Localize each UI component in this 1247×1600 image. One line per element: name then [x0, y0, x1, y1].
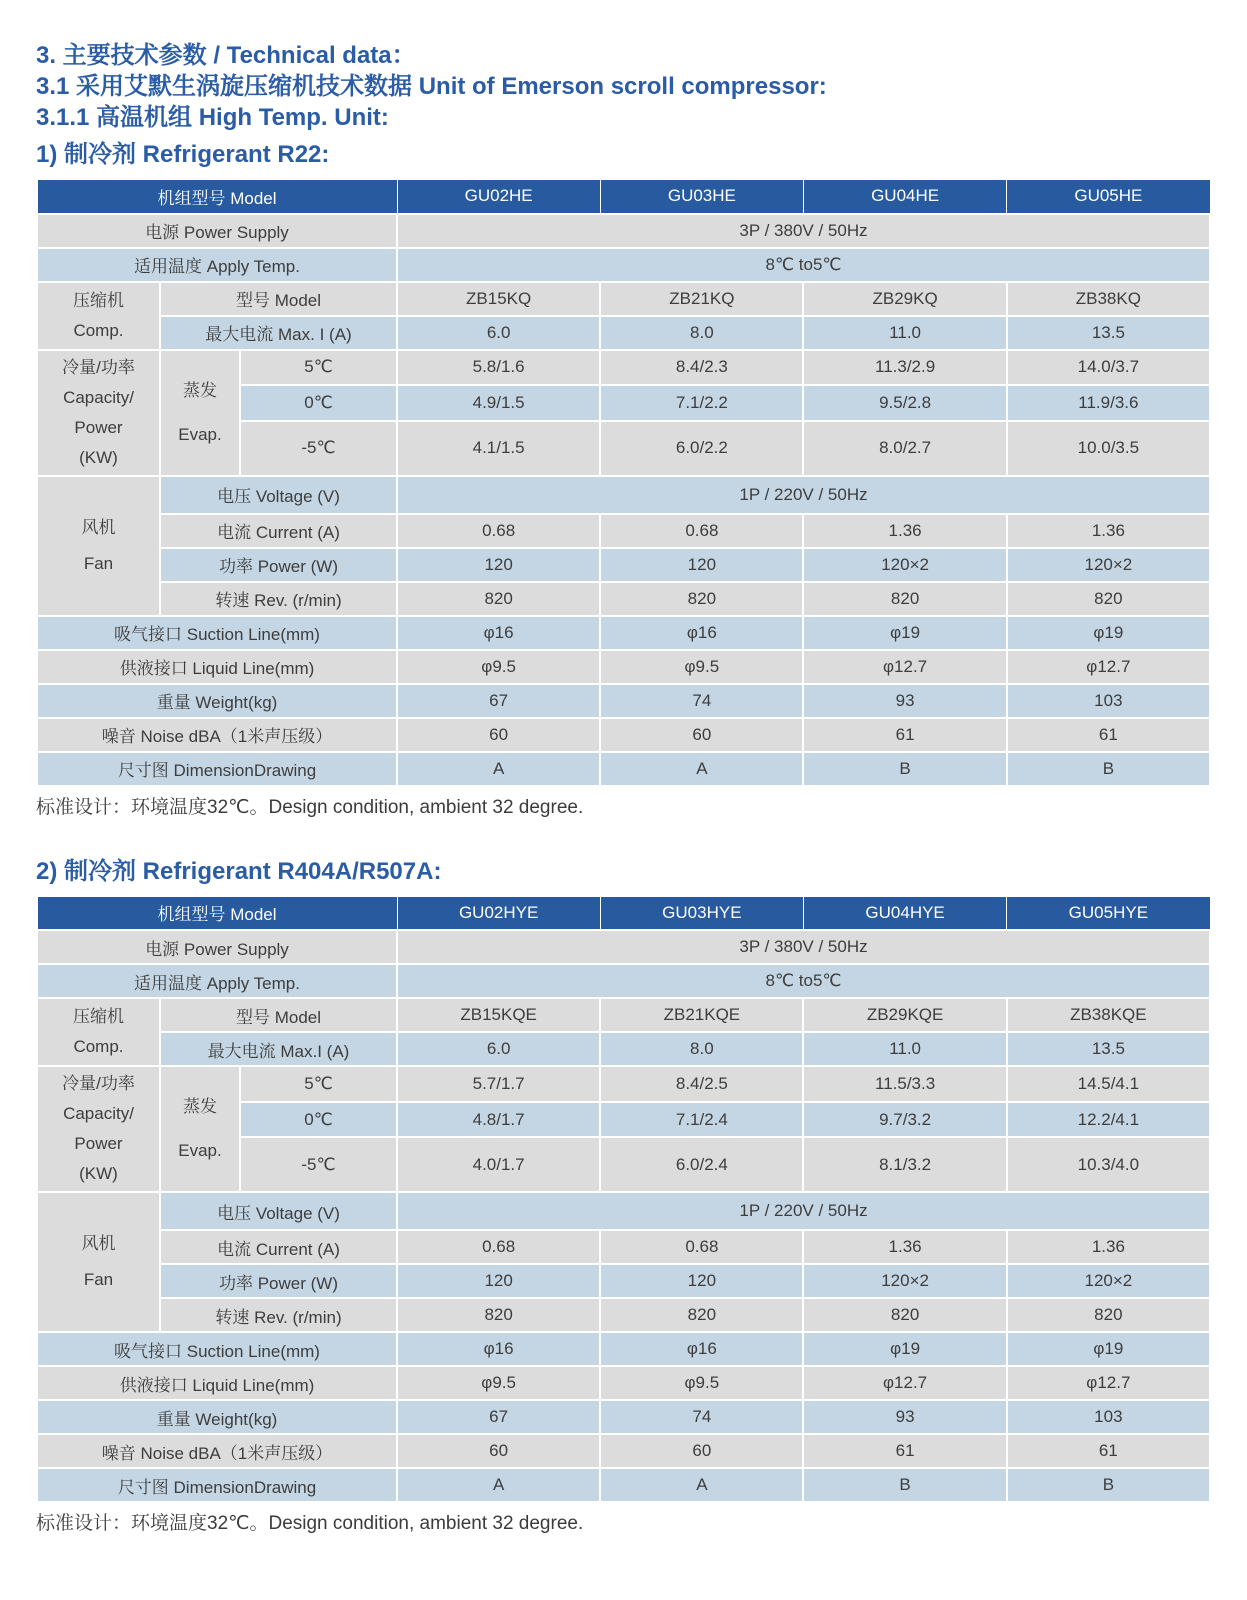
model-name-cell: GU02HYE — [397, 896, 600, 930]
drawing-value-cell: A — [397, 752, 600, 786]
drawing-value-cell: B — [803, 752, 1006, 786]
fan-power-value-cell: 120 — [600, 1264, 803, 1298]
row-models — [37, 896, 1210, 930]
evap-temp-cell: 5℃ — [240, 350, 397, 386]
capacity-value-cell: 4.8/1.7 — [397, 1102, 600, 1138]
capacity-value-cell: 11.5/3.3 — [803, 1066, 1006, 1102]
fan-group-cell — [37, 1192, 160, 1332]
row-fan-rev — [37, 1298, 1210, 1332]
weight-value-cell: 103 — [1007, 684, 1210, 718]
drawing-value-cell: A — [600, 1468, 803, 1502]
liquid-value-cell: φ9.5 — [397, 650, 600, 684]
comp-model-label-cell: 型号 Model — [160, 998, 397, 1032]
row-evap-5c — [37, 1066, 1210, 1102]
evap-temp-cell: 5℃ — [240, 1066, 397, 1102]
comp-model-value-cell: ZB29KQ — [803, 282, 1006, 316]
row-fan-power — [37, 1264, 1210, 1298]
spec-sections — [36, 139, 1211, 1536]
row-dimension-drawing — [37, 752, 1210, 786]
fan-current-value-cell: 0.68 — [397, 1230, 600, 1264]
noise-value-cell: 61 — [803, 718, 1006, 752]
max-current-value-cell: 13.5 — [1007, 316, 1210, 350]
row-weight — [37, 684, 1210, 718]
section-title: 1) 制冷剂 Refrigerant R22: — [36, 141, 330, 168]
fan-rev-value-cell: 820 — [803, 582, 1006, 616]
apply-temp-value-cell: 8℃ to5℃ — [397, 248, 1210, 282]
row-fan-rev — [37, 582, 1210, 616]
drawing-value-cell: A — [397, 1468, 600, 1502]
capacity-value-cell: 14.5/4.1 — [1007, 1066, 1210, 1102]
design-note: 标准设计：环境温度32℃。Design condition, ambient 32 degree. — [36, 796, 584, 818]
models-label-cell: 机组型号 Model — [37, 180, 397, 214]
capacity-value-cell: 11.9/3.6 — [1007, 385, 1210, 421]
suction-label-cell: 吸气接口 Suction Line(mm) — [37, 616, 397, 650]
suction-value-cell: φ19 — [803, 1332, 1006, 1366]
capacity-value-cell: 11.3/2.9 — [803, 350, 1006, 386]
evap-group-cell — [160, 350, 240, 476]
row-fan-voltage — [37, 1192, 1210, 1230]
drawing-value-cell: A — [600, 752, 803, 786]
noise-value-cell: 61 — [1007, 718, 1210, 752]
evap-temp-cell: -5℃ — [240, 421, 397, 476]
fan-power-label-cell: 功率 Power (W) — [160, 1264, 397, 1298]
row-comp-model — [37, 282, 1210, 316]
comp-model-value-cell: ZB29KQE — [803, 998, 1006, 1032]
fan-group-line: Fan — [83, 553, 114, 573]
fan-power-value-cell: 120 — [397, 1264, 600, 1298]
capacity-group-line: (KW) — [79, 1164, 118, 1183]
liquid-value-cell: φ12.7 — [803, 650, 1006, 684]
drawing-label-cell: 尺寸图 DimensionDrawing — [37, 1468, 397, 1502]
capacity-value-cell: 9.7/3.2 — [803, 1102, 1006, 1138]
liquid-value-cell: φ9.5 — [600, 1366, 803, 1400]
evap-group-line: Evap. — [178, 1141, 222, 1160]
comp-group-line: Comp. — [73, 1037, 124, 1056]
capacity-value-cell: 8.0/2.7 — [803, 421, 1006, 476]
row-noise — [37, 718, 1210, 752]
fan-power-label-cell: 功率 Power (W) — [160, 548, 397, 582]
fan-rev-value-cell: 820 — [397, 1298, 600, 1332]
design-note: 标准设计：环境温度32℃。Design condition, ambient 32 degree. — [36, 1513, 584, 1534]
noise-label-cell: 噪音 Noise dBA（1米声压级） — [37, 1434, 397, 1468]
comp-model-value-cell: ZB38KQE — [1007, 998, 1210, 1032]
row-fan-current — [37, 514, 1210, 548]
fan-current-value-cell: 0.68 — [397, 514, 600, 548]
liquid-value-cell: φ9.5 — [600, 650, 803, 684]
evap-group-line: 蒸发 — [183, 380, 217, 400]
comp-group-line: 压缩机 — [73, 290, 124, 310]
fan-current-value-cell: 0.68 — [600, 514, 803, 548]
capacity-group-cell — [37, 1066, 160, 1192]
suction-value-cell: φ19 — [1007, 1332, 1210, 1366]
comp-group-cell — [37, 998, 160, 1066]
suction-value-cell: φ16 — [397, 616, 600, 650]
max-current-value-cell: 11.0 — [803, 1032, 1006, 1066]
max-current-value-cell: 6.0 — [397, 316, 600, 350]
model-name-cell: GU04HYE — [803, 896, 1006, 930]
model-name-cell: GU04HE — [803, 180, 1006, 214]
section-title: 2) 制冷剂 Refrigerant R404A/R507A: — [36, 857, 442, 885]
liquid-value-cell: φ12.7 — [1007, 650, 1210, 684]
noise-label-cell: 噪音 Noise dBA（1米声压级） — [37, 718, 397, 752]
fan-current-label-cell: 电流 Current (A) — [160, 1230, 397, 1264]
fan-rev-label-cell: 转速 Rev. (r/min) — [160, 1298, 397, 1332]
capacity-value-cell: 9.5/2.8 — [803, 385, 1006, 421]
spec-section — [36, 139, 1211, 820]
fan-power-value-cell: 120 — [600, 548, 803, 582]
row-comp-model — [37, 998, 1210, 1032]
row-power-supply — [37, 930, 1210, 964]
fan-power-value-cell: 120×2 — [1007, 1264, 1210, 1298]
capacity-value-cell: 12.2/4.1 — [1007, 1102, 1210, 1138]
row-weight — [37, 1400, 1210, 1434]
fan-power-value-cell: 120×2 — [803, 548, 1006, 582]
capacity-group-cell — [37, 350, 160, 476]
fan-current-label-cell: 电流 Current (A) — [160, 514, 397, 548]
capacity-value-cell: 14.0/3.7 — [1007, 350, 1210, 386]
max-current-label-cell: 最大电流 Max. I (A) — [160, 316, 397, 350]
capacity-group-line: Power — [74, 1134, 123, 1153]
row-liquid-line — [37, 650, 1210, 684]
power-supply-label-cell: 电源 Power Supply — [37, 930, 397, 964]
row-suction-line — [37, 616, 1210, 650]
model-name-cell: GU03HYE — [600, 896, 803, 930]
capacity-group-line: (KW) — [79, 447, 118, 467]
capacity-value-cell: 8.4/2.5 — [600, 1066, 803, 1102]
apply-temp-label-cell: 适用温度 Apply Temp. — [37, 248, 397, 282]
fan-rev-value-cell: 820 — [803, 1298, 1006, 1332]
fan-group-cell — [37, 476, 160, 616]
fan-current-value-cell: 1.36 — [803, 1230, 1006, 1264]
capacity-group-line: Capacity/ — [63, 387, 134, 407]
fan-current-value-cell: 1.36 — [1007, 514, 1210, 548]
fan-group-line: Fan — [83, 1270, 114, 1289]
liquid-label-cell: 供液接口 Liquid Line(mm) — [37, 650, 397, 684]
suction-value-cell: φ19 — [803, 616, 1006, 650]
row-fan-power — [37, 548, 1210, 582]
capacity-value-cell: 5.7/1.7 — [397, 1066, 600, 1102]
row-apply-temp — [37, 248, 1210, 282]
evap-group-line: Evap. — [178, 424, 222, 444]
fan-current-value-cell: 0.68 — [600, 1230, 803, 1264]
noise-value-cell: 60 — [397, 718, 600, 752]
comp-model-value-cell: ZB21KQE — [600, 998, 803, 1032]
noise-value-cell: 61 — [1007, 1434, 1210, 1468]
drawing-value-cell: B — [803, 1468, 1006, 1502]
spec-table — [36, 179, 1211, 787]
capacity-value-cell: 4.0/1.7 — [397, 1137, 600, 1192]
row-noise — [37, 1434, 1210, 1468]
noise-value-cell: 60 — [600, 718, 803, 752]
evap-group-cell — [160, 1066, 240, 1192]
fan-group-line: 风机 — [81, 1234, 116, 1253]
suction-value-cell: φ16 — [600, 616, 803, 650]
apply-temp-label-cell: 适用温度 Apply Temp. — [37, 964, 397, 998]
capacity-value-cell: 6.0/2.4 — [600, 1137, 803, 1192]
row-max-current — [37, 1032, 1210, 1066]
comp-model-label-cell: 型号 Model — [160, 282, 397, 316]
capacity-group-line: Power — [74, 417, 123, 437]
row-fan-current — [37, 1230, 1210, 1264]
weight-label-cell: 重量 Weight(kg) — [37, 1400, 397, 1434]
weight-value-cell: 93 — [803, 684, 1006, 718]
noise-value-cell: 61 — [803, 1434, 1006, 1468]
spec-section — [36, 856, 1211, 1537]
comp-group-line: Comp. — [73, 320, 124, 340]
fan-rev-value-cell: 820 — [600, 582, 803, 616]
row-dimension-drawing — [37, 1468, 1210, 1502]
heading-emerson-compressor: 3.1 采用艾默生涡旋压缩机技术数据 Unit of Emerson scroll compressor: — [36, 73, 827, 100]
comp-group-line: 压缩机 — [73, 1007, 124, 1026]
fan-voltage-value-cell: 1P / 220V / 50Hz — [397, 476, 1210, 514]
fan-current-value-cell: 1.36 — [1007, 1230, 1210, 1264]
weight-value-cell: 67 — [397, 1400, 600, 1434]
apply-temp-value-cell: 8℃ to5℃ — [397, 964, 1210, 998]
models-label-cell: 机组型号 Model — [37, 896, 397, 930]
capacity-value-cell: 8.1/3.2 — [803, 1137, 1006, 1192]
weight-label-cell: 重量 Weight(kg) — [37, 684, 397, 718]
model-name-cell: GU03HE — [600, 180, 803, 214]
capacity-value-cell: 5.8/1.6 — [397, 350, 600, 386]
max-current-label-cell: 最大电流 Max.I (A) — [160, 1032, 397, 1066]
row-fan-voltage — [37, 476, 1210, 514]
suction-value-cell: φ19 — [1007, 616, 1210, 650]
noise-value-cell: 60 — [600, 1434, 803, 1468]
row-max-current — [37, 316, 1210, 350]
fan-rev-value-cell: 820 — [1007, 1298, 1210, 1332]
comp-model-value-cell: ZB15KQ — [397, 282, 600, 316]
liquid-value-cell: φ12.7 — [803, 1366, 1006, 1400]
max-current-value-cell: 8.0 — [600, 316, 803, 350]
capacity-value-cell: 4.9/1.5 — [397, 385, 600, 421]
max-current-value-cell: 11.0 — [803, 316, 1006, 350]
weight-value-cell: 67 — [397, 684, 600, 718]
fan-rev-value-cell: 820 — [397, 582, 600, 616]
liquid-label-cell: 供液接口 Liquid Line(mm) — [37, 1366, 397, 1400]
capacity-value-cell: 4.1/1.5 — [397, 421, 600, 476]
evap-temp-cell: -5℃ — [240, 1137, 397, 1192]
liquid-value-cell: φ9.5 — [397, 1366, 600, 1400]
weight-value-cell: 74 — [600, 1400, 803, 1434]
fan-group-line: 风机 — [81, 517, 116, 537]
power-supply-label-cell: 电源 Power Supply — [37, 214, 397, 248]
comp-model-value-cell: ZB15KQE — [397, 998, 600, 1032]
liquid-value-cell: φ12.7 — [1007, 1366, 1210, 1400]
capacity-value-cell: 8.4/2.3 — [600, 350, 803, 386]
capacity-value-cell: 10.3/4.0 — [1007, 1137, 1210, 1192]
fan-voltage-label-cell: 电压 Voltage (V) — [160, 1192, 397, 1230]
max-current-value-cell: 13.5 — [1007, 1032, 1210, 1066]
drawing-value-cell: B — [1007, 752, 1210, 786]
comp-model-value-cell: ZB38KQ — [1007, 282, 1210, 316]
capacity-group-line: 冷量/功率 — [62, 357, 135, 377]
doc-headings — [36, 40, 1211, 133]
fan-voltage-value-cell: 1P / 220V / 50Hz — [397, 1192, 1210, 1230]
comp-group-cell — [37, 282, 160, 350]
capacity-group-line: Capacity/ — [63, 1104, 134, 1123]
model-name-cell: GU05HYE — [1007, 896, 1210, 930]
weight-value-cell: 103 — [1007, 1400, 1210, 1434]
power-supply-value-cell: 3P / 380V / 50Hz — [397, 214, 1210, 248]
capacity-value-cell: 10.0/3.5 — [1007, 421, 1210, 476]
suction-value-cell: φ16 — [600, 1332, 803, 1366]
weight-value-cell: 74 — [600, 684, 803, 718]
fan-power-value-cell: 120×2 — [1007, 548, 1210, 582]
row-apply-temp — [37, 964, 1210, 998]
power-supply-value-cell: 3P / 380V / 50Hz — [397, 930, 1210, 964]
capacity-value-cell: 7.1/2.2 — [600, 385, 803, 421]
spec-table — [36, 896, 1211, 1504]
drawing-label-cell: 尺寸图 DimensionDrawing — [37, 752, 397, 786]
suction-value-cell: φ16 — [397, 1332, 600, 1366]
fan-power-value-cell: 120×2 — [803, 1264, 1006, 1298]
capacity-group-line: 冷量/功率 — [62, 1074, 135, 1093]
row-suction-line — [37, 1332, 1210, 1366]
capacity-value-cell: 7.1/2.4 — [600, 1102, 803, 1138]
suction-label-cell: 吸气接口 Suction Line(mm) — [37, 1332, 397, 1366]
fan-voltage-label-cell: 电压 Voltage (V) — [160, 476, 397, 514]
row-power-supply — [37, 214, 1210, 248]
fan-rev-value-cell: 820 — [1007, 582, 1210, 616]
row-liquid-line — [37, 1366, 1210, 1400]
model-name-cell: GU02HE — [397, 180, 600, 214]
evap-temp-cell: 0℃ — [240, 1102, 397, 1138]
capacity-value-cell: 6.0/2.2 — [600, 421, 803, 476]
drawing-value-cell: B — [1007, 1468, 1210, 1502]
fan-rev-label-cell: 转速 Rev. (r/min) — [160, 582, 397, 616]
fan-current-value-cell: 1.36 — [803, 514, 1006, 548]
evap-group-line: 蒸发 — [183, 1097, 217, 1116]
heading-high-temp-unit: 3.1.1 高温机组 High Temp. Unit: — [36, 104, 389, 131]
model-name-cell: GU05HE — [1007, 180, 1210, 214]
noise-value-cell: 60 — [397, 1434, 600, 1468]
fan-power-value-cell: 120 — [397, 548, 600, 582]
heading-technical-data: 3. 主要技术参数 / Technical data： — [36, 42, 416, 69]
max-current-value-cell: 6.0 — [397, 1032, 600, 1066]
comp-model-value-cell: ZB21KQ — [600, 282, 803, 316]
evap-temp-cell: 0℃ — [240, 385, 397, 421]
row-evap-5c — [37, 350, 1210, 386]
max-current-value-cell: 8.0 — [600, 1032, 803, 1066]
row-models — [37, 180, 1210, 214]
fan-rev-value-cell: 820 — [600, 1298, 803, 1332]
weight-value-cell: 93 — [803, 1400, 1006, 1434]
